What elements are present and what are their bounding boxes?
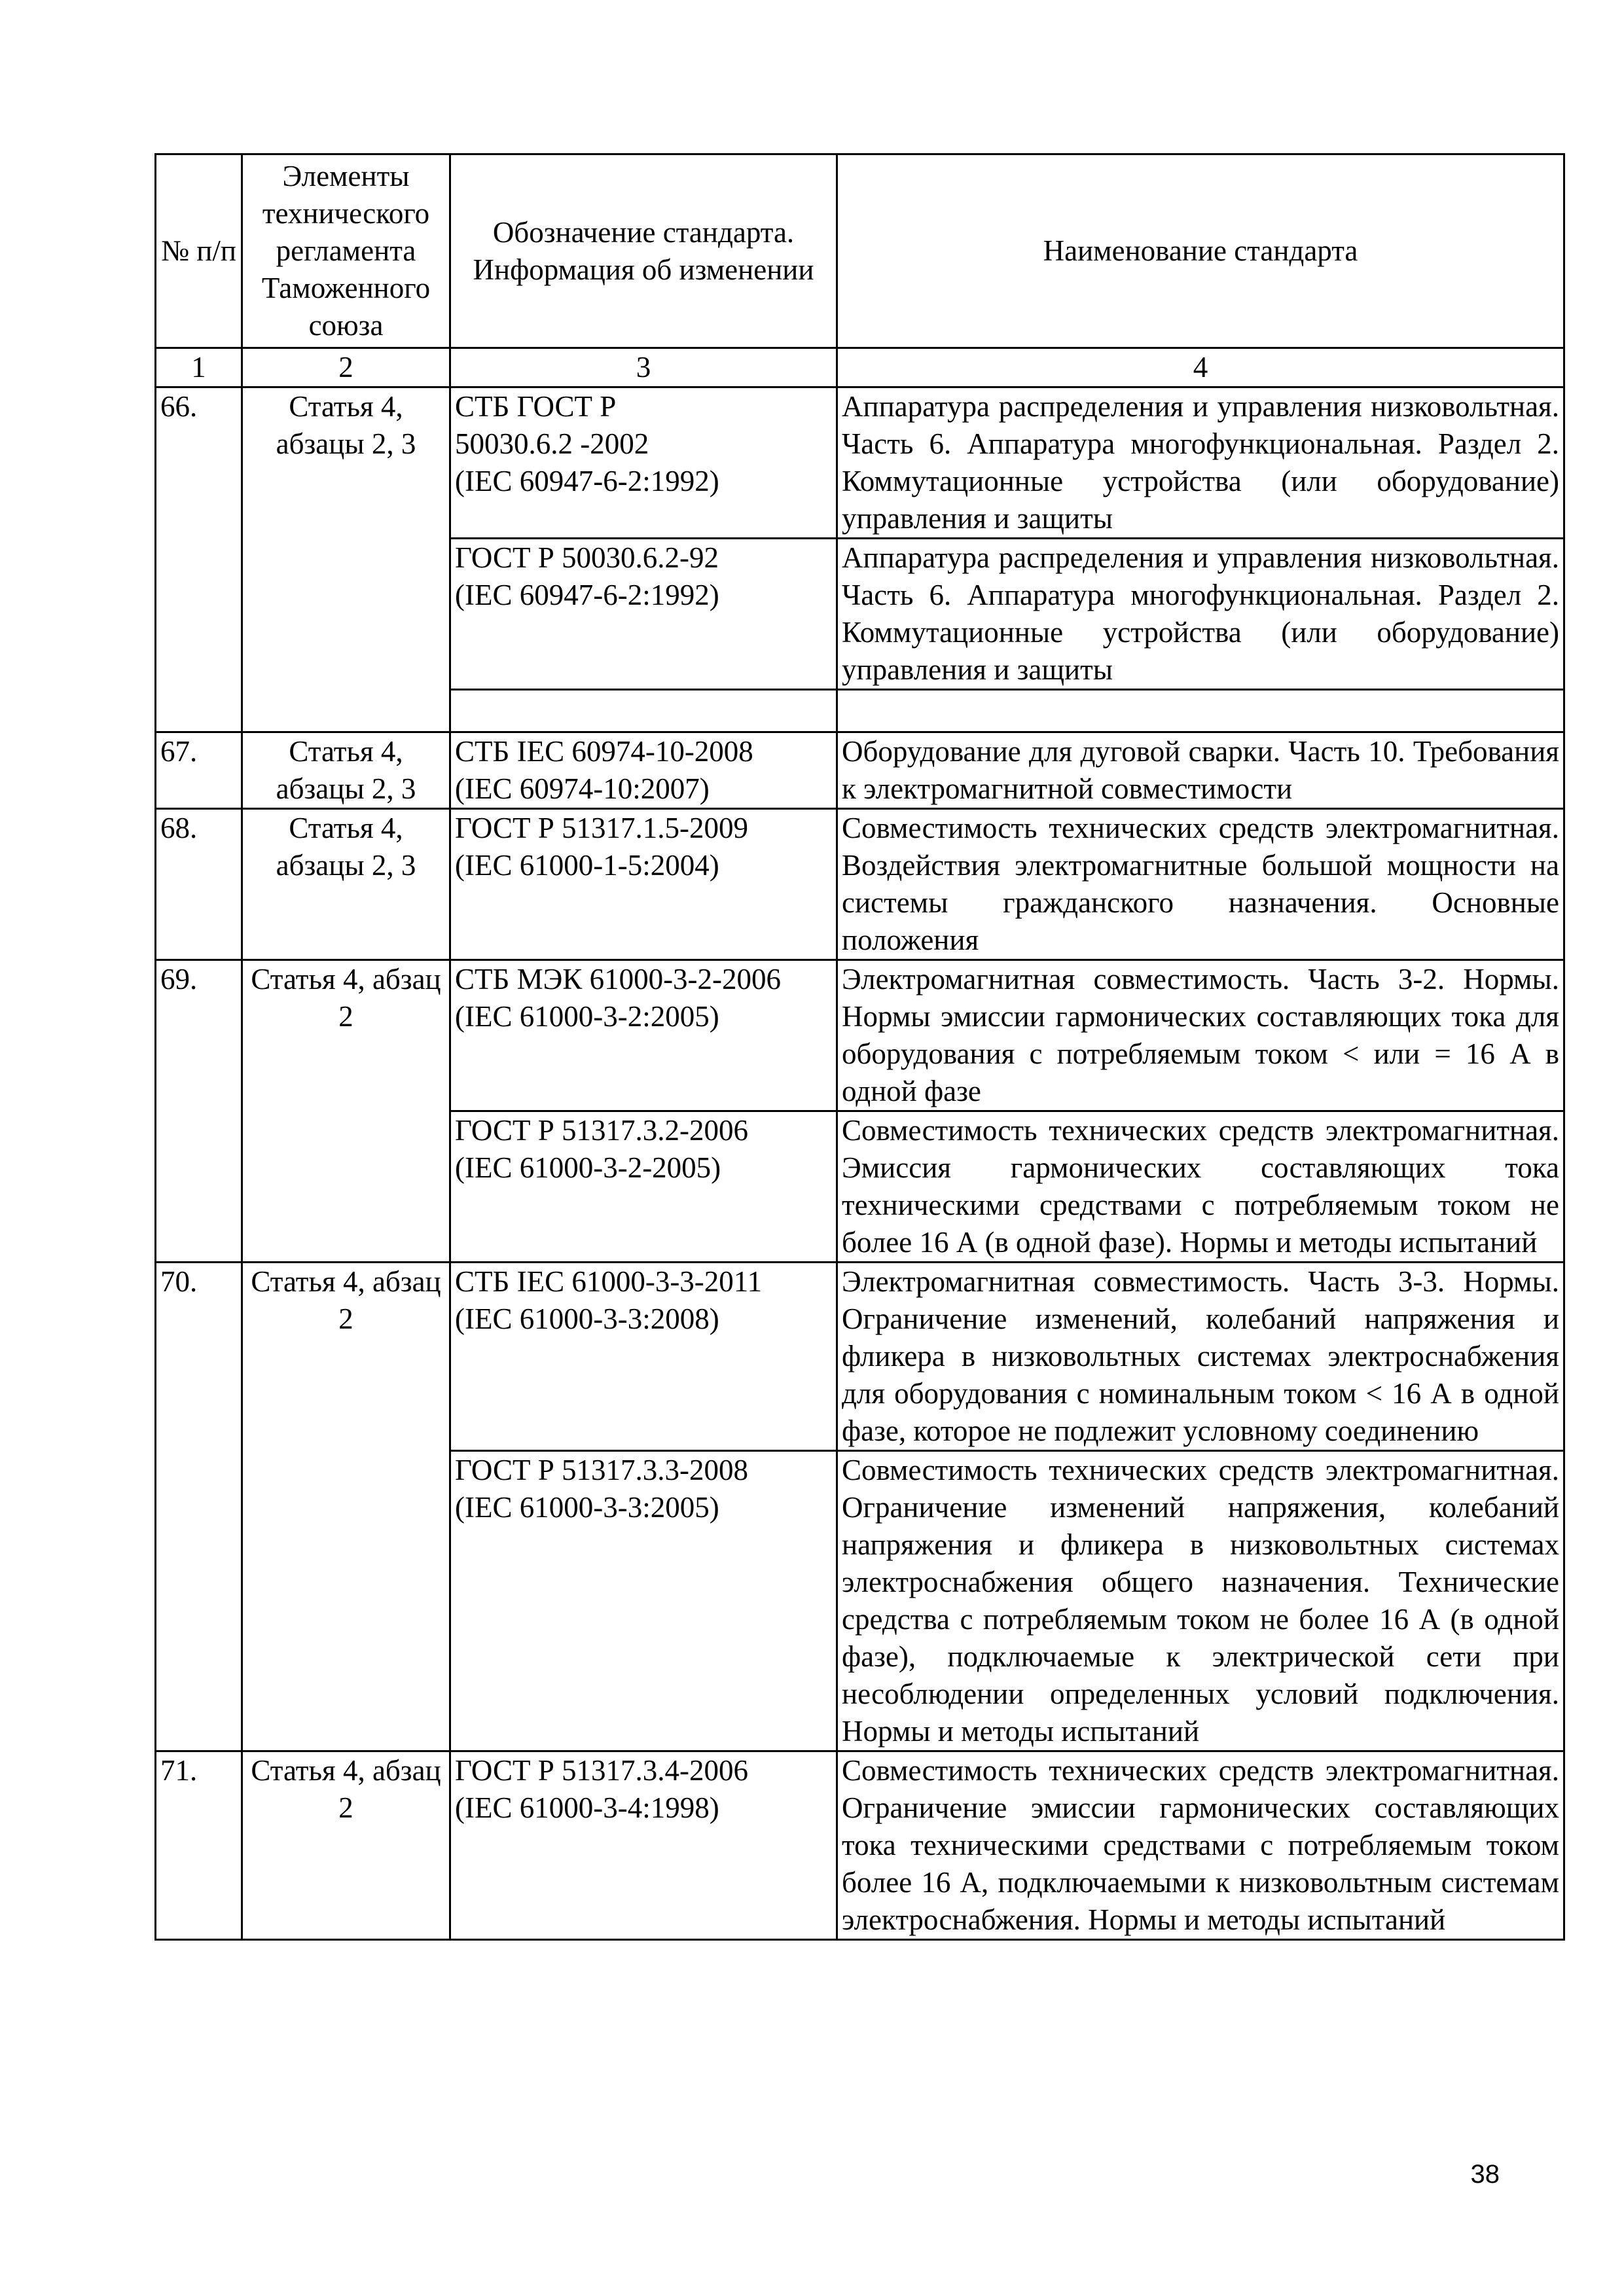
row-number: 70. [156,1263,242,1751]
row-elements: Статья 4, абзацы 2, 3 [242,387,450,732]
column-number-row [156,348,1564,387]
page-number: 38 [1470,2160,1500,2189]
standard-name: Аппаратура распределения и управления низковольтная. Часть 6. Аппаратура многофункциональная. Раздел 2. Коммутационные устройства (или оборудование) управления и защиты [837,539,1564,690]
standard-name: Совместимость технических средств электромагнитная. Ограничение изменений напряжения, колебаний напряжения и фликера в низковольтных системах электроснабжения общего назначения. Технические средства с потребляемым током не более 16 А (в одной фазе), подключаемые к электрической сети при несоблюдении определенных условий подключения. Нормы и методы испытаний [837,1451,1564,1751]
standard-name: Совместимость технических средств электромагнитная. Эмиссия гармонических составляющих тока техническими средствами с потребляемым током не более 16 А (в одной фазе). Нормы и методы испытаний [837,1111,1564,1263]
standard-name: Аппаратура распределения и управления низковольтная. Часть 6. Аппаратура многофункциональная. Раздел 2. Коммутационные устройства (или оборудование) управления и защиты [837,387,1564,539]
header-name: Наименование стандарта [837,154,1564,348]
row-number: 67. [156,732,242,809]
table-row [156,732,1564,809]
row-number: 68. [156,809,242,960]
column-number: 4 [837,348,1564,387]
table-header-row [156,154,1564,348]
standard-name: Оборудование для дуговой сварки. Часть 10. Требования к электромагнитной совместимости [837,732,1564,809]
table-row [156,809,1564,960]
standard-name: Электромагнитная совместимость. Часть 3-2. Нормы. Нормы эмиссии гармонических составляющих тока для оборудования с потребляемым током < или = 16 А в одной фазе [837,960,1564,1111]
standard-code: СТБ IEC 60974-10-2008 (IEC 60974-10:2007) [450,732,837,809]
header-num: № п/п [156,154,242,348]
standard-code: ГОСТ Р 51317.3.3-2008 (IEC 61000-3-3:2005) [450,1451,837,1751]
table-row [156,387,1564,539]
column-number: 2 [242,348,450,387]
standard-code: СТБ IEC 61000-3-3-2011 (IEC 61000-3-3:2008) [450,1263,837,1451]
empty-cell [450,690,837,732]
column-number: 3 [450,348,837,387]
standards-table [154,153,1565,1941]
row-number: 69. [156,960,242,1263]
column-number: 1 [156,348,242,387]
row-elements: Статья 4, абзацы 2, 3 [242,809,450,960]
row-number: 71. [156,1751,242,1940]
row-elements: Статья 4, абзацы 2, 3 [242,732,450,809]
row-number: 66. [156,387,242,732]
row-elements: Статья 4, абзац 2 [242,1751,450,1940]
standard-code: СТБ ГОСТ Р 50030.6.2 -2002 (IEC 60947-6-2:1992) [450,387,837,539]
standard-name: Электромагнитная совместимость. Часть 3-3. Нормы. Ограничение изменений, колебаний напряжения и фликера в низковольтных системах электроснабжения для оборудования с номинальным током < 16 А в одной фазе, которое не подлежит условному соединению [837,1263,1564,1451]
empty-cell [837,690,1564,732]
standard-code: СТБ МЭК 61000-3-2-2006 (IEC 61000-3-2:2005) [450,960,837,1111]
standard-name: Совместимость технических средств электромагнитная. Воздействия электромагнитные большой мощности на системы гражданского назначения. Основные положения [837,809,1564,960]
standard-code: ГОСТ Р 51317.3.2-2006 (IEC 61000-3-2-2005) [450,1111,837,1263]
standard-name: Совместимость технических средств электромагнитная. Ограничение эмиссии гармонических составляющих тока техническими средствами с потребляемым током более 16 А, подключаемыми к низковольтным системам электроснабжения. Нормы и методы испытаний [837,1751,1564,1940]
header-elements: Элементы технического регламента Таможенного союза [242,154,450,348]
standard-code: ГОСТ Р 50030.6.2-92 (IEC 60947-6-2:1992) [450,539,837,690]
row-elements: Статья 4, абзац 2 [242,1263,450,1751]
standard-code: ГОСТ Р 51317.1.5-2009 (IEC 61000-1-5:2004) [450,809,837,960]
row-elements: Статья 4, абзац 2 [242,960,450,1263]
header-designation: Обозначение стандарта. Информация об изменении [450,154,837,348]
standard-code: ГОСТ Р 51317.3.4-2006 (IEC 61000-3-4:1998) [450,1751,837,1940]
table-row [156,1751,1564,1940]
table-row [156,1263,1564,1451]
table-row [156,960,1564,1111]
